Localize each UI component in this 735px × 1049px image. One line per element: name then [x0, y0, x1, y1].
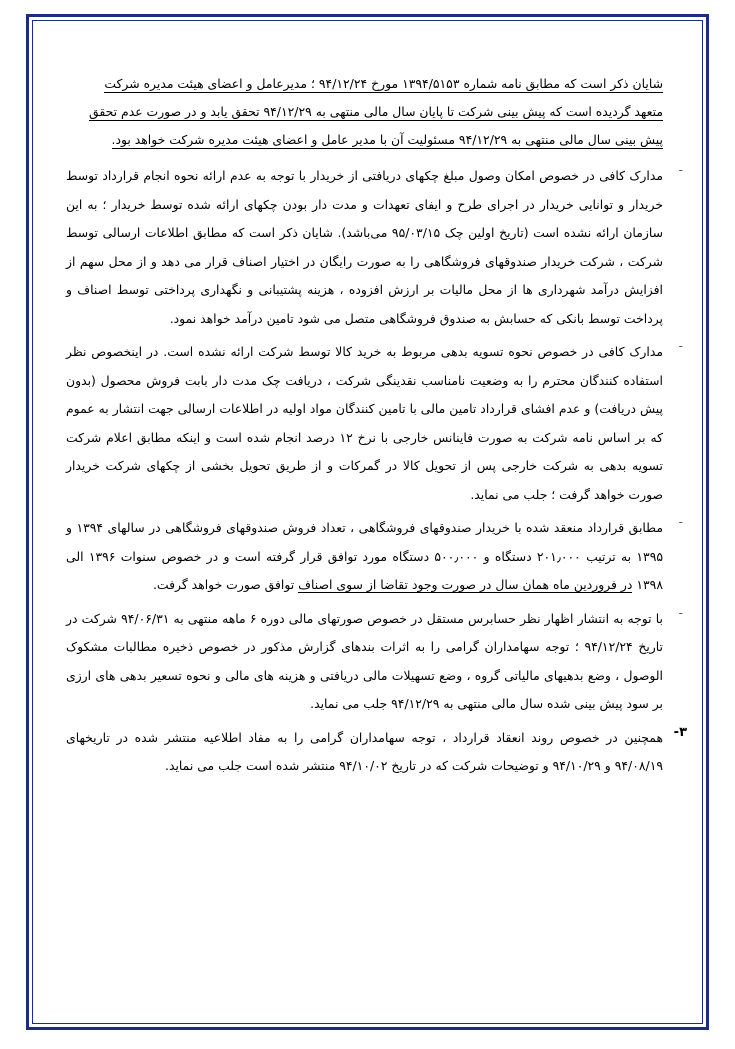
bullet-marker: -: [678, 515, 683, 529]
bullet-item-4: [66, 605, 683, 719]
bullet-text-1: مدارک کافی در خصوص امکان وصول مبلغ چکهای دریافتی از خریدار با توجه به عدم ارائه نحوه انجام قرارداد توسط خریدار و توانایی خریدار در اجرای طرح و ایفای تعهدات و مدت دار بودن چکهای ارائه شده توسط خریدار ؛ به این سازمان ارائه نشده است (تاریخ اولین چک ۹۵/۰۳/۱۵ می‌باشد). شایان ذکر است که مطابق اطلاعات ارسالی توسط شرکت ، شرکت خریدار صندوقهای فروشگاهی را به صورت رایگان در اختیار اصناف قرار می دهد و از محل سهم از افزایش درآمد شهرداری ها از محل مالیات بر ارزش افزوده ، هزینه پشتیبانی و نگهداری پرداختی توسط اصناف و پرداخت توسط بانکی که حسابش به صندوق فروشگاهی متصل می شود تامین درآمد خواهد نمود.: [66, 168, 663, 326]
document-body: [66, 70, 687, 780]
intro-line-3: پیش بینی سال مالی منتهی به ۹۴/۱۲/۲۹ مسئولیت آن با مدیر عامل و اعضای هیئت مدیره شرکت خواهد بود.: [111, 132, 663, 147]
bullet-item-1: [66, 162, 683, 333]
bullet-marker: -: [678, 339, 683, 353]
bullet-text-2: مدارک کافی در خصوص نحوه تسویه بدهی مربوط به خرید کالا توسط شرکت ارائه نشده است. در اینخصوص نظر استفاده کنندگان محترم را به وضعیت نامناسب نقدینگی شرکت ، دریافت چک مدت دار بابت فروش محصول (بدون پیش دریافت) و عدم افشای قرارداد تامین مالی با تامین کنندگان مواد اولیه در اطلاعات ارسالی جهت انتشار به عموم که بر اساس نامه شرکت به صورت فاینانس خارجی با نرخ ۱۲ درصد انجام شده است و اینکه مطابق اعلام شرکت تسویه بدهی به شرکت خارجی پس از تحویل کالا در گمرکات و از طریق تحویل بخشی از چکهای شرکت خریدار صورت خواهد گرفت ؛ جلب می نماید.: [66, 344, 663, 502]
intro-paragraph: [66, 70, 663, 154]
section-3-text: همچنین در خصوص روند انعقاد قرارداد ، توجه سهامداران گرامی را به مفاد اطلاعیه منتشر شده در تاریخهای ۹۴/۰۸/۱۹ و ۹۴/۱۰/۲۹ و توضیحات شرکت که در تاریخ ۹۴/۱۰/۰۲ منتشر شده است جلب می نماید.: [66, 729, 663, 773]
bullet-text-3-part-2: توافق صورت خواهد گرفت.: [152, 577, 299, 592]
bullet-item-3: [66, 514, 683, 600]
bullet-text-3-part-1: مطابق قرارداد منعقد شده با خریدار صندوقهای فروشگاهی ، تعداد فروش صندوقهای فروشگاهی در سالهای ۱۳۹۴ و ۱۳۹۵ به ترتیب ۲۰۱٫۰۰۰ دستگاه و ۵۰۰٫۰۰۰ دستگاه مورد توافق قرار گرفته است و در خصوص سنوات ۱۳۹۶ الی ۱۳۹۸: [66, 520, 664, 592]
bullet-text-4: با توجه به انتشار اظهار نظر حسابرس مستقل در خصوص صورتهای مالی دوره ۶ ماهه منتهی به ۹۴/۰۶/۳۱ شرکت در تاریخ ۹۴/۱۲/۲۴ ؛ توجه سهامداران گرامی را به اثرات بندهای گزارش مذکور در خصوص ذخیره مطالبات مشکوک الوصول ، وضع بدهیهای مالیاتی گروه ، وضع تسهیلات مالی دریافتی و هزینه های مالی و نحوه تسعیر بدهی های ارزی بر سود پیش بینی شده سال مالی منتهی به ۹۴/۱۲/۲۹ جلب می نماید.: [66, 610, 663, 711]
section-3: [66, 724, 687, 780]
bullet-item-2: [66, 338, 683, 509]
bullet-marker: -: [678, 163, 683, 177]
section-number: ۳-: [673, 724, 687, 740]
bullet-text-3-underlined: در فروردین ماه همان سال در صورت وجود تقاضا از سوی اصناف: [298, 577, 633, 592]
intro-line-1: شایان ذکر است که مطابق نامه شماره ۱۳۹۴/۵۱۵۳ مورخ ۹۴/۱۲/۲۴ ؛ مدیرعامل و اعضای هیئت مدیره شرکت: [104, 76, 663, 91]
bullet-marker: -: [678, 605, 683, 620]
intro-line-2: متعهد گردیده است که پیش بینی شرکت تا پایان سال مالی منتهی به ۹۴/۱۲/۲۹ تحقق یابد و در صورت عدم تحقق: [89, 104, 663, 119]
bullet-text-3: [66, 514, 663, 600]
